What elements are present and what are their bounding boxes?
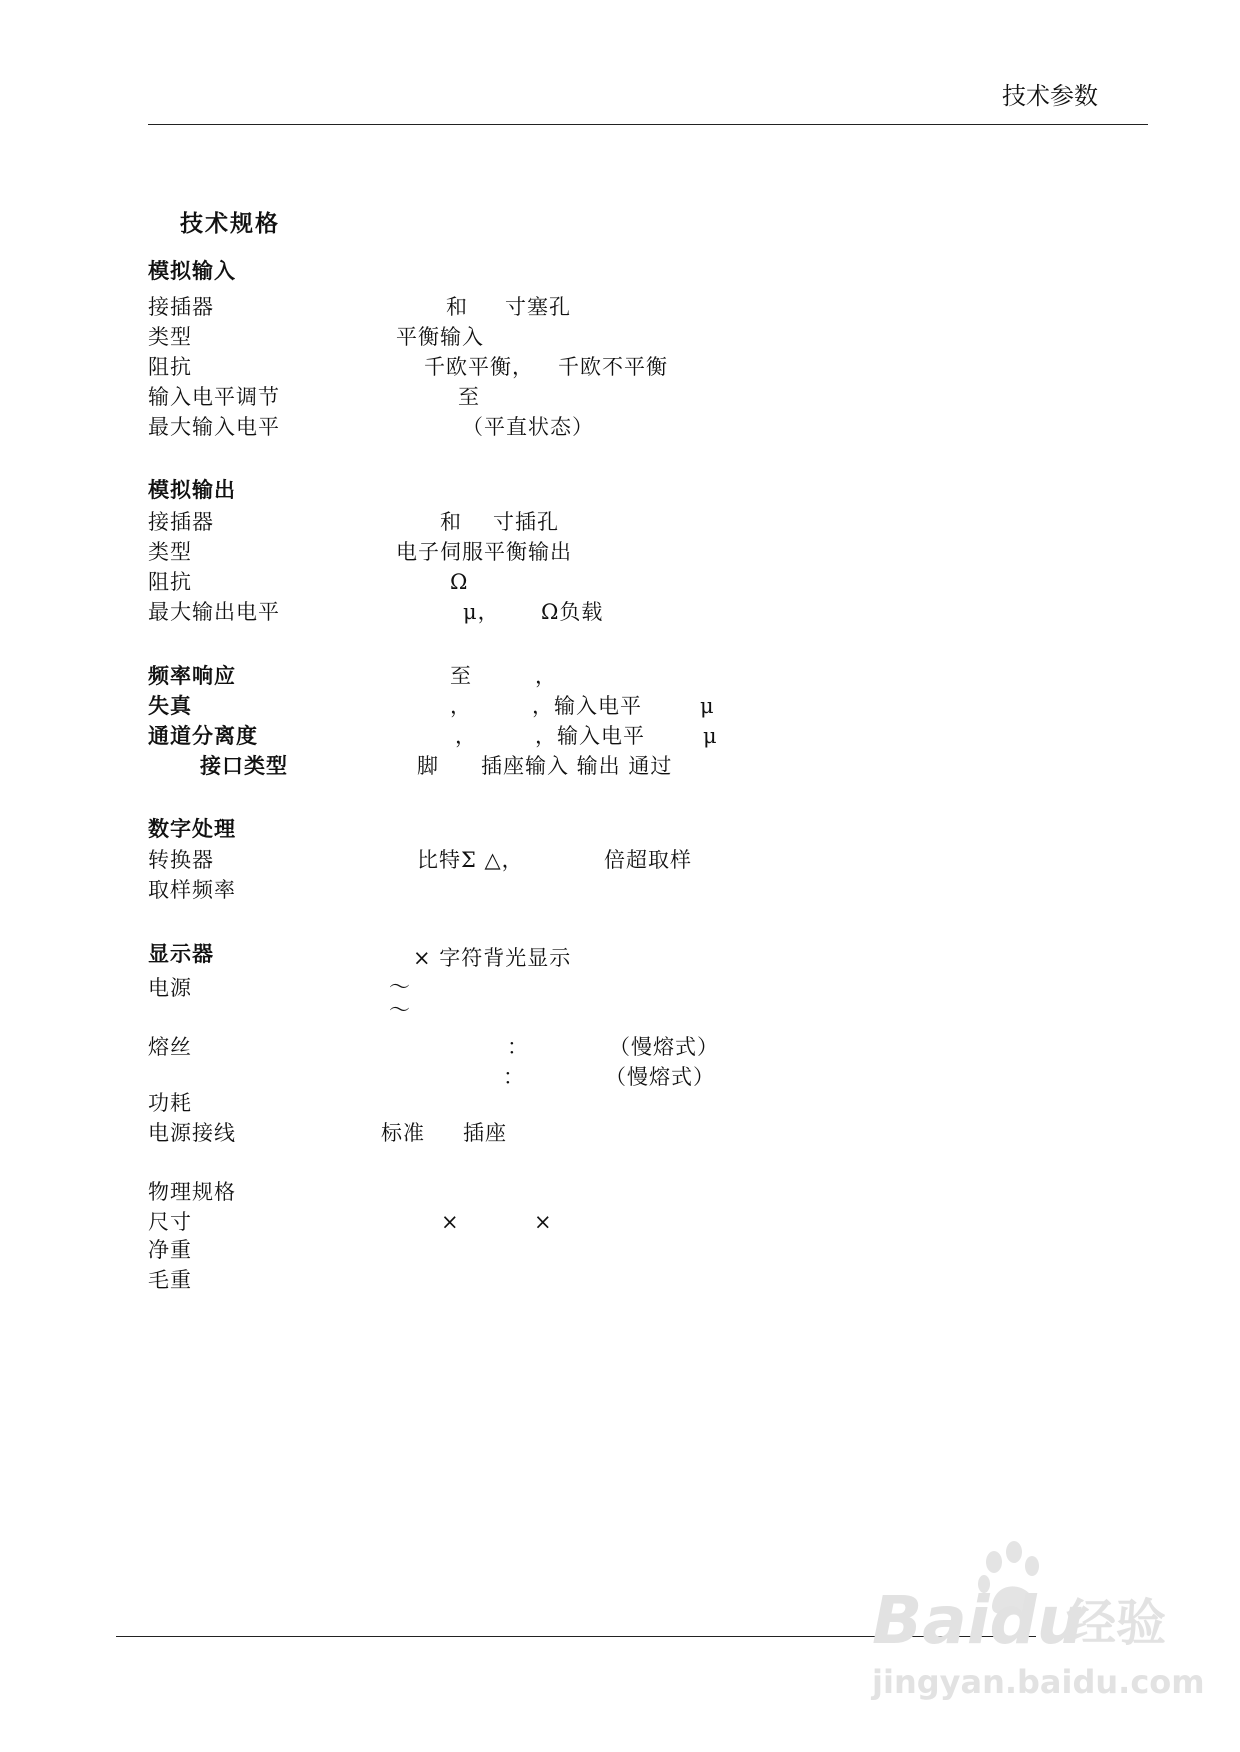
label-max-output-level: 最大输出电平: [148, 600, 280, 624]
value-output-type: 电子伺服平衡输出: [396, 540, 572, 564]
label-max-input-level: 最大输入电平: [148, 415, 280, 439]
label-size: 尺寸: [148, 1210, 192, 1234]
value-fuse-type-1: （慢熔式）: [609, 1035, 719, 1059]
value-input-impedance-balanced: 千欧平衡，: [424, 355, 534, 379]
header-title: 技术参数: [1002, 82, 1098, 110]
label-fuse: 熔丝: [148, 1035, 192, 1059]
value-distortion-mu: μ: [700, 694, 715, 718]
value-fuse-type-2: （慢熔式）: [605, 1065, 715, 1089]
value-size-x2: ×: [534, 1210, 553, 1234]
value-distortion-input-level: ，输入电平: [532, 694, 642, 718]
value-size-x1: ×: [441, 1210, 460, 1234]
watermark-url: jingyan.baidu.com: [872, 1663, 1205, 1701]
label-output-connector: 接插器: [148, 510, 214, 534]
value-input-connector: 寸塞孔: [505, 295, 571, 319]
watermark-brand-du: du: [989, 1582, 1084, 1659]
watermark-brand: Bai: [872, 1582, 990, 1659]
section-heading-digital-processing: 数字处理: [148, 817, 236, 841]
value-fuse-colon-1: ：: [507, 1035, 529, 1059]
label-power-consumption: 功耗: [148, 1091, 192, 1115]
label-power-cord: 电源接线: [148, 1121, 236, 1145]
value-frequency-comma: ，: [535, 664, 557, 688]
value-output-connector-and: 和: [440, 510, 462, 534]
value-separation-comma: ，: [455, 724, 477, 748]
value-output-connector: 寸插孔: [493, 510, 559, 534]
header-rule: [148, 124, 1148, 125]
section-heading-analog-output: 模拟输出: [148, 478, 236, 502]
label-input-impedance: 阻抗: [148, 355, 192, 379]
label-interface-type: 接口类型: [200, 754, 288, 778]
value-frequency-to: 至: [450, 664, 472, 688]
value-max-output-level-mu: μ，: [463, 600, 500, 624]
value-output-impedance: Ω: [450, 570, 469, 594]
label-frequency-response: 频率响应: [148, 664, 236, 688]
value-separation-mu: μ: [703, 724, 718, 748]
label-sample-rate: 取样频率: [148, 878, 236, 902]
label-gross-weight: 毛重: [148, 1268, 192, 1292]
value-input-type: 平衡输入: [396, 325, 484, 349]
page-title: 技术规格: [180, 211, 280, 237]
value-fuse-colon-2: ：: [503, 1065, 525, 1089]
value-converter-oversample: 倍超取样: [604, 848, 692, 872]
value-separation-input-level: ，输入电平: [535, 724, 645, 748]
label-input-level-adjust: 输入电平调节: [148, 385, 280, 409]
value-power-cord-standard: 标准: [381, 1121, 425, 1145]
label-channel-separation: 通道分离度: [148, 724, 258, 748]
label-distortion: 失真: [148, 694, 192, 718]
label-net-weight: 净重: [148, 1238, 192, 1262]
value-input-impedance-unbalanced: 千欧不平衡: [558, 355, 668, 379]
label-output-type: 类型: [148, 540, 192, 564]
section-heading-physical: 物理规格: [148, 1180, 236, 1204]
value-power-cord-socket: 插座: [463, 1121, 507, 1145]
label-power-supply: 电源: [148, 976, 192, 1000]
watermark-product: 经验: [1066, 1594, 1166, 1652]
value-power-supply-2: ～: [389, 998, 411, 1022]
label-converter: 转换器: [148, 848, 214, 872]
value-input-connector-and: 和: [446, 295, 468, 319]
value-interface-pin: 脚: [417, 754, 439, 778]
value-distortion-comma: ，: [450, 694, 472, 718]
value-converter-bits: 比特Σ △，: [417, 848, 524, 872]
label-input-type: 类型: [148, 325, 192, 349]
value-power-supply-1: ～: [389, 975, 411, 999]
value-display: × 字符背光显示: [413, 946, 572, 970]
label-display: 显示器: [148, 942, 214, 966]
value-max-input-level: （平直状态）: [462, 415, 594, 439]
label-output-impedance: 阻抗: [148, 570, 192, 594]
value-input-level-adjust: 至: [458, 385, 480, 409]
label-input-connector: 接插器: [148, 295, 214, 319]
section-heading-analog-input: 模拟输入: [148, 259, 236, 283]
value-interface-type: 插座输入 输出 通过: [481, 754, 673, 778]
value-max-output-level-load: Ω负载: [541, 600, 604, 624]
